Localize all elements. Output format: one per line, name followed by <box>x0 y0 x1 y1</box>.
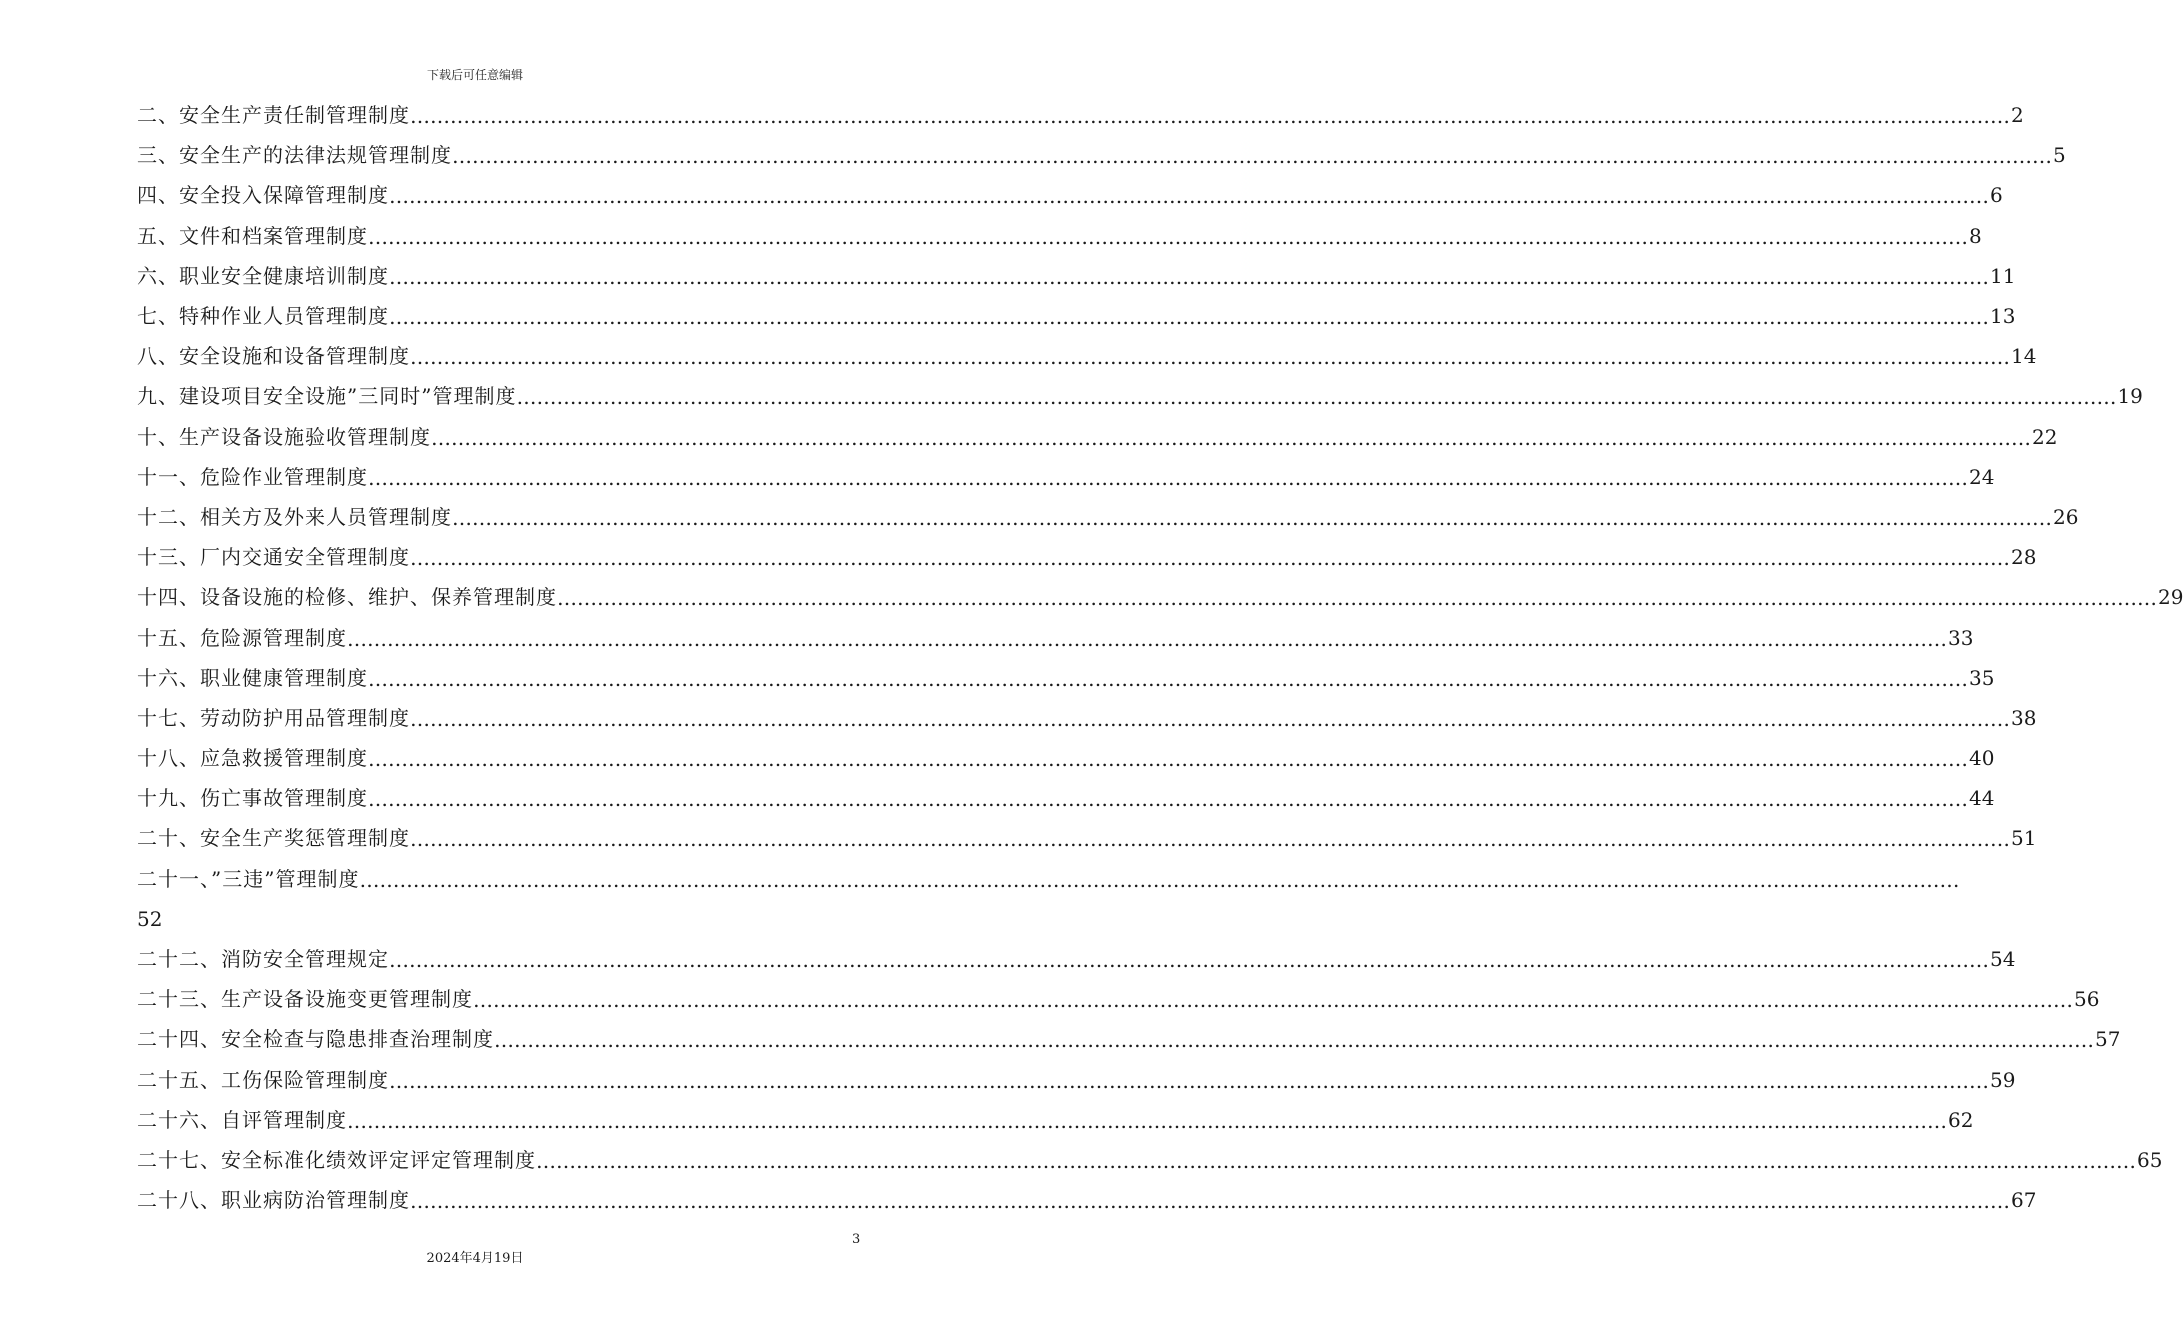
toc-entry[interactable] <box>137 376 2143 416</box>
toc-entry-title: 五、文件和档案管理制度 <box>137 223 368 248</box>
toc-entry-page: 6 <box>1990 183 2003 208</box>
page-number: 3 <box>852 1232 861 1247</box>
toc-entry-page: 14 <box>2011 344 2037 369</box>
toc-entry[interactable] <box>137 296 2016 336</box>
toc-leader-dots: …………………………………………………………………………………………………………………………………………………………………………………………………………………… <box>368 747 1968 772</box>
toc-entry[interactable] <box>137 698 2037 738</box>
toc-entry-page: 29 <box>2158 585 2183 610</box>
toc-entry[interactable] <box>137 818 2037 858</box>
toc-entry[interactable] <box>137 1140 2163 1180</box>
toc-entry-title: 十七、劳动防护用品管理制度 <box>137 705 410 730</box>
toc-leader-dots: …………………………………………………………………………………………………………………………………………………………………………………………………………………… <box>431 425 2031 450</box>
toc-entry-title: 二十、安全生产奖惩管理制度 <box>137 826 410 851</box>
toc-leader-dots: …………………………………………………………………………………………………………………………………………………………………………………………………………………… <box>410 104 2010 129</box>
toc-entry-title: 十六、职业健康管理制度 <box>137 665 368 690</box>
toc-leader-dots: …………………………………………………………………………………………………………………………………………………………………………………………………………………… <box>368 465 1968 490</box>
toc-entry-page: 11 <box>1990 263 2016 288</box>
toc-entry-page: 33 <box>1948 625 1974 650</box>
toc-entry-title: 十二、相关方及外来人员管理制度 <box>137 504 452 529</box>
toc-entry[interactable] <box>137 457 1995 497</box>
toc-entry[interactable] <box>137 497 2079 537</box>
toc-entry[interactable] <box>137 256 2016 296</box>
toc-entry[interactable] <box>137 135 2066 175</box>
toc-leader-dots: …………………………………………………………………………………………………………………………………………………………………………………………………………………… <box>473 988 2073 1013</box>
toc-entry-page: 59 <box>1990 1067 2016 1092</box>
toc-entry-page: 62 <box>1948 1107 1974 1132</box>
toc-entry[interactable] <box>137 778 1995 818</box>
toc-entry-page: 44 <box>1969 786 1995 811</box>
toc-entry-title: 三、安全生产的法律法规管理制度 <box>137 143 452 168</box>
toc-leader-dots: …………………………………………………………………………………………………………………………………………………………………………………………………………………… <box>368 787 1968 812</box>
toc-leader-dots: …………………………………………………………………………………………………………………………………………………………………………………………………………………… <box>410 546 2010 571</box>
toc-entry-title: 二十一、”三违”管理制度 <box>137 866 360 891</box>
toc-entry[interactable] <box>137 738 1995 778</box>
toc-leader-dots: …………………………………………………………………………………………………………………………………………………………………………………………………………………… <box>347 1108 1947 1133</box>
toc-entry[interactable] <box>137 577 2183 617</box>
toc-entry-wrapped-page <box>137 899 859 939</box>
toc-entry-title: 四、安全投入保障管理制度 <box>137 183 389 208</box>
toc-entry-page: 2 <box>2011 103 2024 128</box>
toc-leader-dots: …………………………………………………………………………………………………………………………………………………………………………………………………………………… <box>452 144 2052 169</box>
toc-entry[interactable] <box>137 939 2016 979</box>
toc-entry-title: 十三、厂内交通安全管理制度 <box>137 545 410 570</box>
toc-entry-title: 十九、伤亡事故管理制度 <box>137 786 368 811</box>
toc-entry-title: 六、职业安全健康培训制度 <box>137 263 389 288</box>
toc-entry-title: 十四、设备设施的检修、维护、保养管理制度 <box>137 585 557 610</box>
toc-entry-page: 22 <box>2032 424 2058 449</box>
toc-leader-dots: …………………………………………………………………………………………………………………………………………………………………………………………………………………… <box>359 867 1960 892</box>
toc-leader-dots: …………………………………………………………………………………………………………………………………………………………………………………………………………………… <box>368 224 1968 249</box>
toc-entry[interactable] <box>137 537 2037 577</box>
toc-leader-dots: …………………………………………………………………………………………………………………………………………………………………………………………………………………… <box>368 666 1968 691</box>
toc-entry[interactable] <box>137 658 1995 698</box>
toc-entry-title: 十五、危险源管理制度 <box>137 625 347 650</box>
toc-leader-dots: …………………………………………………………………………………………………………………………………………………………………………………………………………………… <box>452 505 2052 530</box>
toc-entry-title: 八、安全设施和设备管理制度 <box>137 344 410 369</box>
toc-leader-dots: …………………………………………………………………………………………………………………………………………………………………………………………………………………… <box>557 586 2157 611</box>
toc-entry-title: 二十六、自评管理制度 <box>137 1107 347 1132</box>
toc-entry[interactable] <box>137 617 1974 657</box>
footer-date: 2024年4月19日 <box>426 1251 524 1266</box>
toc-leader-dots: …………………………………………………………………………………………………………………………………………………………………………………………………………………… <box>389 264 1989 289</box>
toc-entry-title: 二、安全生产责任制管理制度 <box>137 103 410 128</box>
toc-entry-page: 13 <box>1990 304 2016 329</box>
toc-entry-title: 十一、危险作业管理制度 <box>137 464 368 489</box>
toc-entry-title: 二十七、安全标准化绩效评定评定管理制度 <box>137 1147 536 1172</box>
toc-entry-title: 二十四、安全检查与隐患排查治理制度 <box>137 1027 494 1052</box>
toc-entry-page: 24 <box>1969 464 1995 489</box>
toc-leader-dots: …………………………………………………………………………………………………………………………………………………………………………………………………………………… <box>536 1148 2136 1173</box>
toc-entry[interactable] <box>137 1100 1974 1140</box>
toc-leader-dots: …………………………………………………………………………………………………………………………………………………………………………………………………………………… <box>389 184 1989 209</box>
toc-entry-title: 二十三、生产设备设施变更管理制度 <box>137 987 473 1012</box>
toc-entry-page: 5 <box>2053 143 2066 168</box>
header-note: 下载后可任意编辑 <box>426 68 523 82</box>
toc-leader-dots: …………………………………………………………………………………………………………………………………………………………………………………………………………………… <box>410 345 2010 370</box>
toc-leader-dots: …………………………………………………………………………………………………………………………………………………………………………………………………………………… <box>410 706 2010 731</box>
toc-entry-title: 二十五、工伤保险管理制度 <box>137 1067 389 1092</box>
toc-entry-title: 九、建设项目安全设施”三同时”管理制度 <box>137 384 517 409</box>
toc-entry-page: 52 <box>137 906 163 931</box>
toc-entry-title: 七、特种作业人员管理制度 <box>137 304 389 329</box>
toc-leader-dots: …………………………………………………………………………………………………………………………………………………………………………………………………………………… <box>347 626 1947 651</box>
toc-leader-dots: …………………………………………………………………………………………………………………………………………………………………………………………………………………… <box>410 1189 2010 1214</box>
toc-entry[interactable] <box>137 417 2058 457</box>
toc-leader-dots: …………………………………………………………………………………………………………………………………………………………………………………………………………………… <box>410 827 2010 852</box>
toc-entry[interactable] <box>137 336 2037 376</box>
toc-entry-page: 19 <box>2117 384 2143 409</box>
toc-entry-page: 56 <box>2074 987 2100 1012</box>
toc-entry-title: 二十八、职业病防治管理制度 <box>137 1188 410 1213</box>
toc-entry-title: 二十二、消防安全管理规定 <box>137 947 389 972</box>
toc-entry-page: 54 <box>1990 947 2016 972</box>
toc-leader-dots: …………………………………………………………………………………………………………………………………………………………………………………………………………………… <box>389 1068 1989 1093</box>
toc-leader-dots: …………………………………………………………………………………………………………………………………………………………………………………………………………………… <box>389 305 1989 330</box>
toc-leader-dots: …………………………………………………………………………………………………………………………………………………………………………………………………………………… <box>389 948 1989 973</box>
toc-entry-page: 8 <box>1969 223 1982 248</box>
toc-entry[interactable] <box>137 859 1960 899</box>
toc-entry-page: 65 <box>2137 1147 2163 1172</box>
toc-entry-page: 51 <box>2011 826 2037 851</box>
toc-entry[interactable] <box>137 175 2003 215</box>
toc-entry[interactable] <box>137 95 2024 135</box>
toc-entry-page: 67 <box>2011 1188 2037 1213</box>
toc-entry[interactable] <box>137 979 2100 1019</box>
table-of-contents <box>137 95 2183 1220</box>
toc-entry-title: 十八、应急救援管理制度 <box>137 746 368 771</box>
toc-entry-title: 十、生产设备设施验收管理制度 <box>137 424 431 449</box>
toc-leader-dots: …………………………………………………………………………………………………………………………………………………………………………………………………………………… <box>516 385 2117 410</box>
toc-entry-page: 35 <box>1969 665 1995 690</box>
toc-entry[interactable] <box>137 1180 2037 1220</box>
toc-entry[interactable] <box>137 1019 2121 1059</box>
toc-leader-dots: …………………………………………………………………………………………………………………………………………………………………………………………………………………… <box>494 1028 2094 1053</box>
toc-entry-page: 40 <box>1969 746 1995 771</box>
toc-entry-page: 38 <box>2011 705 2037 730</box>
toc-entry[interactable] <box>137 216 1982 256</box>
toc-entry-page: 26 <box>2053 504 2079 529</box>
toc-entry[interactable] <box>137 1060 2016 1100</box>
toc-entry-page: 28 <box>2011 545 2037 570</box>
toc-entry-page: 57 <box>2095 1027 2121 1052</box>
